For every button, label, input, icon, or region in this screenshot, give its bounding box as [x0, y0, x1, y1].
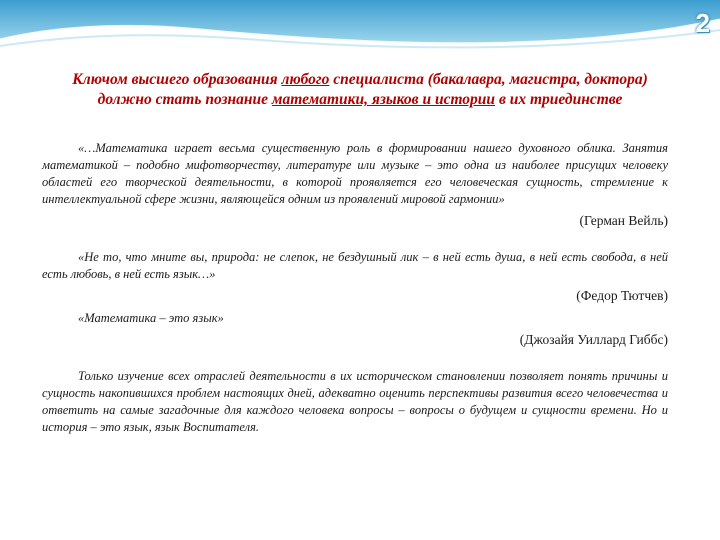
title-part-3: в их триединстве: [495, 91, 623, 108]
slide-body: [42, 140, 668, 436]
quote-tyutchev-author: (Федор Тютчев): [576, 288, 668, 303]
slide-number: 2: [695, 8, 710, 38]
conclusion-paragraph: Только изучение всех отраслей деятельности в их историческом становлении позволяет понять причины и сущность накопившихся проблем настоящих дней, адекватно оценить перспективы развития всего человечества и ответить на самые загадочные для каждого человека вопросы – вопросы о будущем и сущности времени. Но и история – это язык, язык Воспитателя.: [42, 369, 668, 434]
quote-gibbs-author: (Джозайя Уиллард Гиббс): [519, 332, 668, 347]
title-part-1: Ключом высшего образования: [72, 71, 282, 88]
quote-gibbs-text: «Математика – это язык»: [78, 311, 224, 325]
title-underlined-2: математики, языков и истории: [271, 91, 496, 108]
quote-weyl-author: (Герман Вейль): [579, 213, 668, 228]
slide-title: [70, 70, 650, 110]
quote-tyutchev-text: «Не то, что мните вы, природа: не слепок, не бездушный лик – в ней есть душа, в ней есть свобода, в ней есть любовь, в ней есть язык…»: [42, 250, 668, 281]
title-part-2: специалиста (бакалавра, магистра, доктора) должно стать познание: [97, 71, 648, 108]
header-wave-decoration: [0, 0, 720, 62]
title-underlined-1: любого: [281, 71, 330, 88]
quote-weyl-text: «…Математика играет весьма существенную роль в формировании нашего духовного облика. Занятия математикой – подобно мифотворчеству, литературе или музыке – это одна из наиболее присущих человеку областей его творческой деятельности, в которой проявляется его человеческая сущность, стремление к интеллектуальной сфере жизни, являющейся одним из проявлений мировой гармонии»: [42, 141, 668, 206]
